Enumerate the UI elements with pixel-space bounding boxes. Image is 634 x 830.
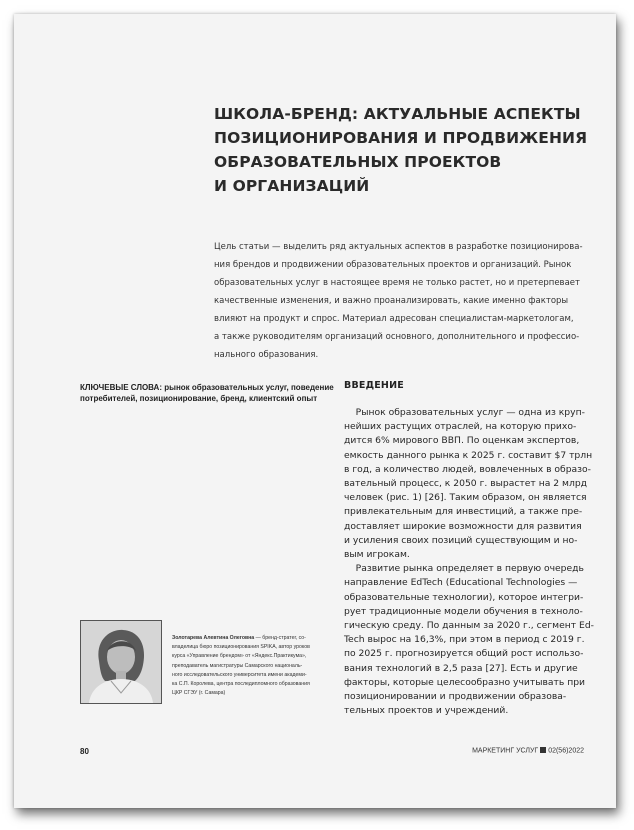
body-line: образовательные технологии), которое интегри- xyxy=(344,591,584,603)
author-portrait-icon xyxy=(81,621,161,703)
author-bio-line: ка С.П. Королева, центра последипломного образования xyxy=(172,681,310,688)
body-line: вания технологий в 2,5 раза [27]. Есть и другие xyxy=(344,662,578,674)
journal-page xyxy=(14,14,616,808)
author-bio-line: преподаватель магистратуры Самарского националь- xyxy=(172,662,303,669)
page-number: 80 xyxy=(80,747,89,756)
keywords-line: потребителей, позиционирование, бренд, клиентский опыт xyxy=(80,394,318,403)
body-line: человек (рис. 1) [26]. Таким образом, он является xyxy=(344,492,587,504)
abstract-line: образовательных услуг в настоящее время не только растет, но и претерпевает xyxy=(214,278,580,288)
body-line: в год, а количество людей, вовлеченных в образо- xyxy=(344,463,591,475)
author-bio-line: владелица бюро позиционирования SPIKA, автор уроков xyxy=(172,644,310,651)
body-line: Рынок образовательных услуг — одна из круп- xyxy=(344,407,585,418)
body-line: и усиления своих позиций существующим и но- xyxy=(344,534,578,546)
abstract-line: влияют на продукт и спрос. Материал адресован специалистам-маркетологам, xyxy=(214,314,574,324)
author-bio-line: курса «Управление брендом» от «Яндекс.Практикума», xyxy=(172,653,307,660)
body-line: по 2025 г. прогнозируется общий рост использо- xyxy=(344,648,584,660)
section-heading: ВВЕДЕНИЕ xyxy=(344,380,404,391)
abstract-line: качественные изменения, и важно проанализировать, какие именно факторы xyxy=(214,296,569,306)
author-name: Золотарева Алевтина Олеговна xyxy=(172,635,255,641)
body-line: доставляет широкие возможности для развития xyxy=(344,520,582,532)
square-separator-icon xyxy=(540,747,546,753)
title-line: ОБРАЗОВАТЕЛЬНЫХ ПРОЕКТОВ xyxy=(214,153,502,171)
body-line: позиционировании и продвижении образова- xyxy=(344,691,567,703)
title-line: И ОРГАНИЗАЦИЙ xyxy=(214,177,370,195)
body-line: Tech вырос на 16,3%, при этом в период с 2019 г. xyxy=(344,634,585,646)
abstract-line: нального образования. xyxy=(214,350,319,360)
author-bio-first: — бренд-стратег, со- xyxy=(254,635,306,641)
body-line: вым игрокам. xyxy=(344,549,410,561)
author-bio xyxy=(172,634,342,698)
title-line: ШКОЛА-БРЕНД: АКТУАЛЬНЫЕ АСПЕКТЫ xyxy=(214,105,581,123)
article-title xyxy=(214,102,594,198)
title-line: ПОЗИЦИОНИРОВАНИЯ И ПРОДВИЖЕНИЯ xyxy=(214,129,588,147)
body-line: рует традиционные модели обучения в техноло- xyxy=(344,605,583,617)
body-line: Развитие рынка определяет в первую очередь xyxy=(344,563,584,575)
body-text xyxy=(344,406,606,718)
journal-issue: 02(56)2022 xyxy=(548,747,584,755)
body-line: направление EdTech (Educational Technologies — xyxy=(344,577,578,589)
article-abstract xyxy=(214,238,594,364)
body-line: привлекательным для инвестиций, а также пре- xyxy=(344,506,583,518)
author-bio-line xyxy=(172,634,342,643)
abstract-line: Цель статьи — выделить ряд актуальных аспектов в разработке позиционирова- xyxy=(214,242,583,252)
body-line: нейших растущих отраслей, на которую прихо- xyxy=(344,421,577,433)
body-line: емкость данного рынка к 2025 г. составит $7 трлн xyxy=(344,449,593,461)
body-line: факторы, которые целесообразно учитывать при xyxy=(344,676,586,688)
body-line: дится 6% мирового ВВП. По оценкам экспертов, xyxy=(344,435,580,447)
body-line: вательный процесс, к 2050 г. вырастет на 2 млрд xyxy=(344,478,588,490)
abstract-line: а также руководителям организаций основного, дополнительного и профессио- xyxy=(214,332,580,342)
journal-name: МАРКЕТИНГ УСЛУГ xyxy=(472,747,539,755)
body-line: гическую среду. По данным за 2020 г., сегмент Ed- xyxy=(344,620,594,632)
keywords-line: КЛЮЧЕВЫЕ СЛОВА: рынок образовательных услуг, поведение xyxy=(80,383,334,392)
author-bio-line: ного исследовательского университета имени академи- xyxy=(172,671,307,678)
journal-footer xyxy=(472,747,584,755)
abstract-line: ния брендов и продвижении образовательных проектов и организаций. Рынок xyxy=(214,260,572,270)
body-line: тельных проектов и учреждений. xyxy=(344,705,509,717)
keywords-block xyxy=(80,382,340,404)
author-photo xyxy=(80,620,162,704)
author-bio-line: ЦКР СГЭУ (г. Самара) xyxy=(172,690,226,697)
